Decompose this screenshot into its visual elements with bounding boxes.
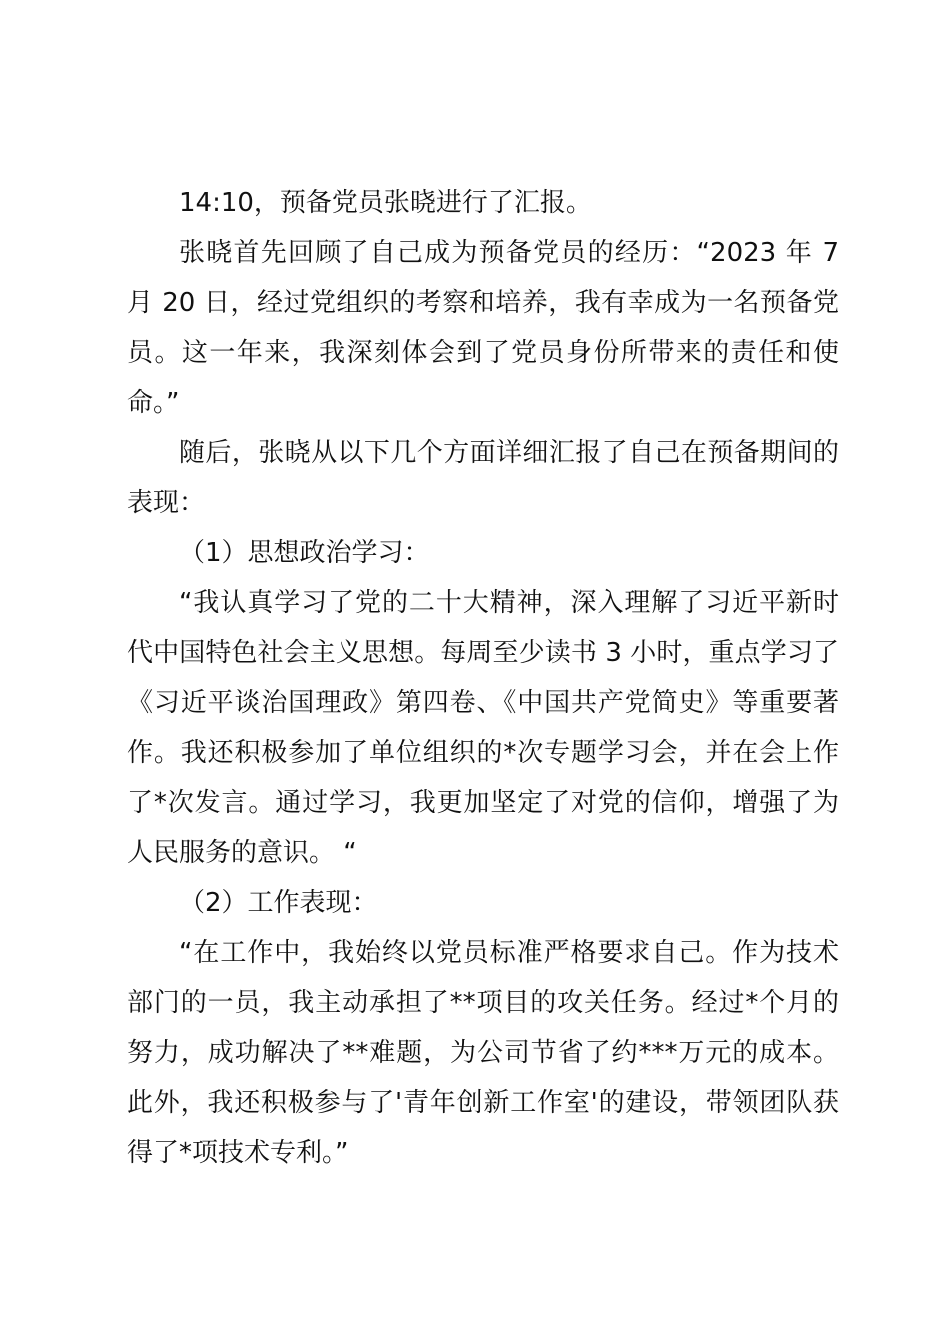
heading-political-study: （1）思想政治学习： [179, 538, 430, 568]
paragraph-membership-history: 张晓首先回顾了自己成为预备党员的经历：“2023 年 7 月 20 日，经过党组织的考察和培养，我有幸成为一名预备党员。这一年来，我深刻体会到了党员身份所带来的责任和使命。” [127, 238, 839, 418]
paragraph-report-intro: 随后，张晓从以下几个方面详细汇报了自己在预备期间的表现： [127, 438, 839, 518]
document-body [127, 178, 839, 1178]
paragraph-political-study: “我认真学习了党的二十大精神，深入理解了习近平新时代中国特色社会主义思想。每周至少读书 3 小时，重点学习了《习近平谈治国理政》第四卷、《中国共产党简史》等重要著作。我还积极参加了单位组织的*次专题学习会，并在会上作了*次发言。通过学习，我更加坚定了对党的信仰，增强了为人民服务的意识。 “ [127, 588, 839, 868]
paragraph-report-start: 14:10，预备党员张晓进行了汇报。 [179, 188, 592, 218]
heading-work-performance: （2）工作表现： [179, 888, 378, 918]
paragraph-work-performance: “在工作中，我始终以党员标准严格要求自己。作为技术部门的一员，我主动承担了**项目的攻关任务。经过*个月的努力，成功解决了**难题，为公司节省了约***万元的成本。此外，我还积极参与了'青年创新工作室'的建设，带领团队获得了*项技术专利。” [127, 938, 839, 1168]
